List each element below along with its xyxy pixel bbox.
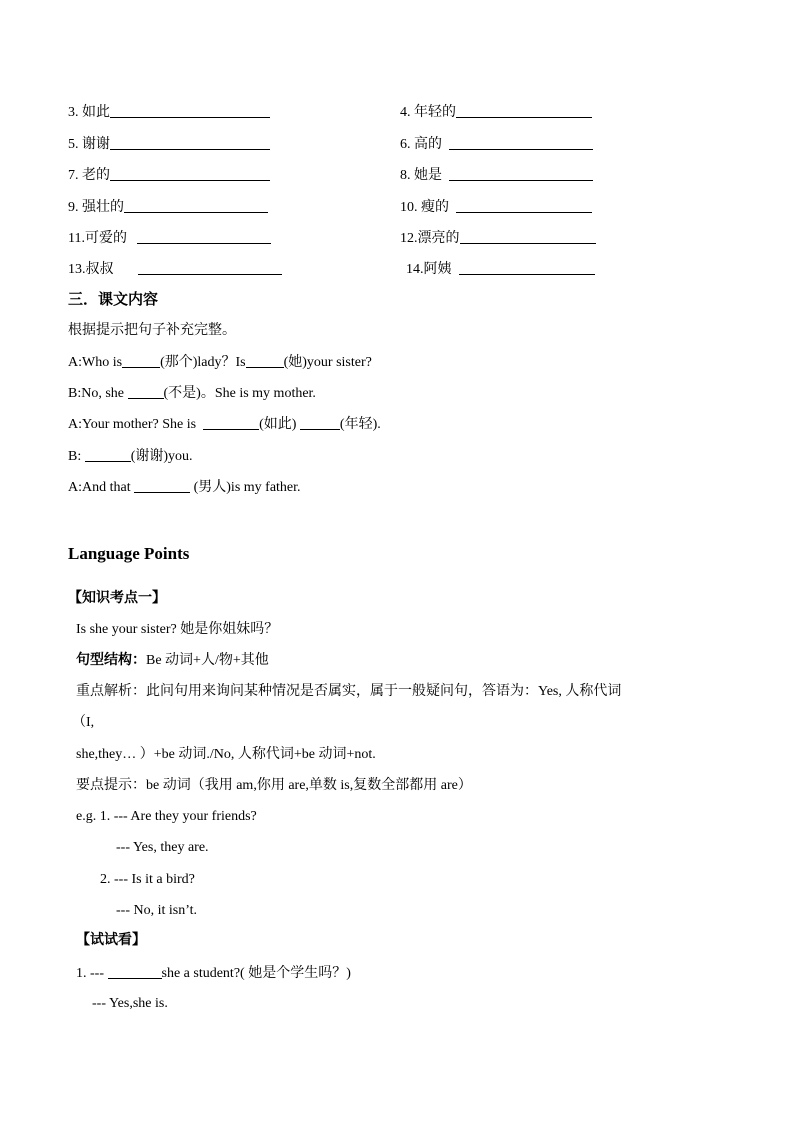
answer-blank[interactable]: [246, 353, 284, 368]
exercise-text: 1. ---: [76, 966, 104, 981]
answer-blank[interactable]: [460, 229, 596, 244]
vocab-label: 7. 老的: [68, 168, 110, 183]
answer-blank[interactable]: [449, 166, 593, 181]
dialogue-text: (年轻).: [339, 417, 381, 432]
answer-blank[interactable]: [128, 384, 164, 399]
vocab-item: [68, 135, 270, 154]
vocab-label: 6. 高的: [400, 137, 442, 152]
vocab-item: [68, 260, 282, 279]
vocab-label: 11.可爱的: [68, 231, 127, 246]
dialogue-text: (那个)lady？Is: [160, 355, 246, 370]
analysis-line: （I,: [72, 715, 95, 730]
vocab-label: 4. 年轻的: [400, 105, 456, 120]
answer-blank[interactable]: [108, 964, 162, 979]
dialogue-text: (男人)is my father.: [193, 480, 301, 495]
example-line: 2. --- Is it a bird?: [100, 872, 195, 887]
sentence-structure: [76, 652, 269, 670]
vocab-item: [400, 229, 596, 248]
exercise-line: --- Yes,she is.: [92, 996, 168, 1011]
answer-blank[interactable]: [137, 229, 271, 244]
answer-blank[interactable]: [85, 447, 131, 462]
vocab-item: [400, 166, 593, 185]
answer-blank[interactable]: [456, 198, 592, 213]
answer-blank[interactable]: [138, 260, 282, 275]
dialogue-line: [68, 478, 301, 497]
dialogue-text: A:Who is: [68, 355, 123, 370]
dialogue-text: (她)your sister?: [283, 355, 372, 370]
answer-blank[interactable]: [456, 103, 592, 118]
vocab-item: [406, 260, 595, 279]
vocab-item: [68, 229, 271, 248]
vocab-item: [400, 135, 593, 154]
dialogue-text: A:Your mother? She is: [68, 417, 197, 432]
exercise-line: [76, 964, 351, 983]
answer-blank[interactable]: [203, 415, 259, 430]
structure-label: 句型结构：: [76, 653, 146, 668]
dialogue-text: (谢谢)you.: [130, 449, 193, 464]
answer-blank[interactable]: [110, 135, 270, 150]
example-line: --- Yes, they are.: [116, 840, 209, 855]
dialogue-line: [68, 384, 316, 403]
example-question: Is she your sister? 她是你姐妹吗？: [76, 622, 279, 637]
dialogue-text: A:And that: [68, 480, 131, 495]
section-title: 三．课文内容: [68, 292, 159, 308]
structure-text: Be 动词+人/物+其他: [146, 653, 269, 668]
vocab-label: 9. 强壮的: [68, 200, 124, 215]
answer-blank[interactable]: [122, 353, 160, 368]
answer-blank[interactable]: [134, 478, 190, 493]
answer-blank[interactable]: [300, 415, 340, 430]
answer-blank[interactable]: [110, 103, 270, 118]
vocab-label: 10. 瘦的: [400, 200, 449, 215]
example-line: e.g. 1. --- Are they your friends?: [76, 809, 257, 824]
vocab-item: [68, 166, 270, 185]
vocab-item: [68, 198, 268, 217]
vocab-label: 3. 如此: [68, 105, 110, 120]
vocab-item: [400, 103, 592, 122]
answer-blank[interactable]: [124, 198, 268, 213]
dialogue-line: [68, 353, 372, 372]
analysis-line: she,they… ）+be 动词./No, 人称代词+be 动词+not.: [76, 747, 376, 762]
tip-line: 要点提示：be 动词（我用 am,你用 are,单数 is,复数全部都用 are）: [76, 778, 472, 793]
vocab-label: 5. 谢谢: [68, 137, 110, 152]
exercise-text: she a student?( 她是个学生吗？): [161, 966, 351, 981]
answer-blank[interactable]: [459, 260, 595, 275]
dialogue-text: B:No, she: [68, 386, 124, 401]
try-heading: 【试试看】: [76, 933, 146, 948]
dialogue-line: [68, 447, 193, 466]
language-points-title: Language Points: [68, 544, 190, 563]
vocab-label: 14.阿姨: [406, 262, 452, 277]
answer-blank[interactable]: [449, 135, 593, 150]
vocab-item: [400, 198, 592, 217]
knowledge-point-heading: 【知识考点一】: [68, 591, 166, 606]
dialogue-text: B:: [68, 449, 82, 464]
analysis-line: 重点解析：此问句用来询问某种情况是否属实，属于一般疑问句，答语为：Yes, 人称代词: [76, 684, 622, 699]
vocab-item: [68, 103, 270, 122]
dialogue-text: (如此): [259, 417, 297, 432]
answer-blank[interactable]: [110, 166, 270, 181]
dialogue-line: [68, 415, 381, 434]
dialogue-text: (不是)。She is my mother.: [163, 386, 316, 401]
vocab-label: 13.叔叔: [68, 262, 114, 277]
vocab-label: 8. 她是: [400, 168, 442, 183]
vocab-label: 12.漂亮的: [400, 231, 460, 246]
example-line: --- No, it isn’t.: [116, 903, 198, 918]
instruction: 根据提示把句子补充完整。: [68, 323, 236, 338]
